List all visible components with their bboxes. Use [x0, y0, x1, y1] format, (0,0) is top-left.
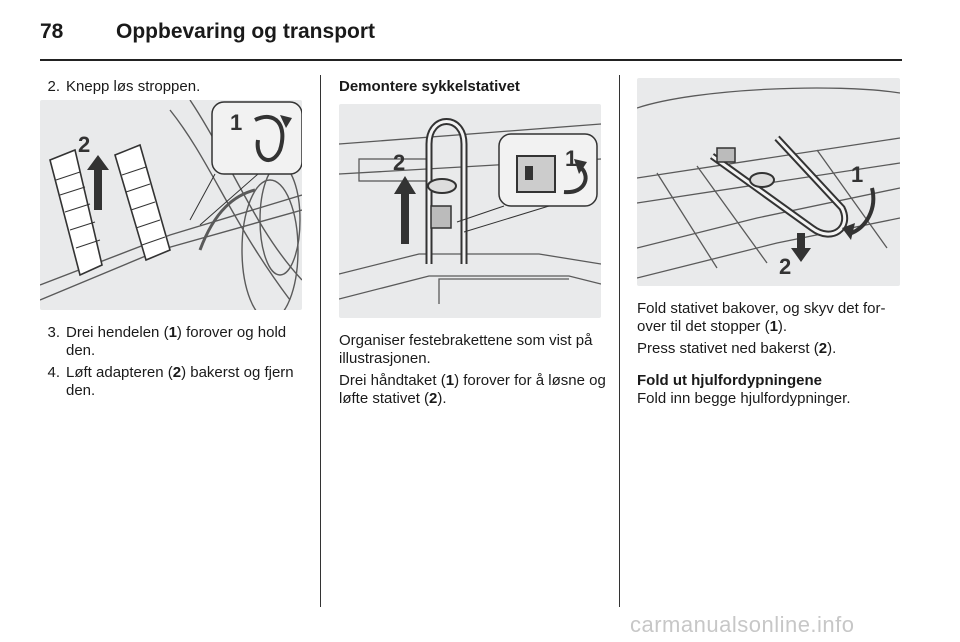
- page-number: 78: [40, 20, 64, 43]
- column-3: [637, 78, 903, 412]
- figure-strap-release: [40, 100, 302, 310]
- callout-2: 2: [779, 254, 792, 279]
- paragraph-fold-rack: Fold stativet bakover, og skyv det for-over til det stopper (1).: [637, 300, 886, 335]
- column-divider-2: [619, 75, 620, 607]
- column-divider-1: [320, 75, 321, 607]
- callout-1: 1: [851, 162, 864, 187]
- step-number: 2.: [47, 78, 60, 95]
- header-rule: [40, 59, 902, 61]
- paragraph-turn-handle: Drei håndtaket (1) forover for å løsne og løfte stativet (2).: [339, 372, 606, 407]
- column-1: [40, 78, 305, 404]
- callout-2: 2: [78, 132, 91, 157]
- step-number: 4.: [47, 364, 60, 381]
- paragraph-press-rack: Press stativet ned bakerst (2).: [637, 340, 837, 357]
- callout-1: 1: [230, 110, 243, 135]
- step-4: [40, 364, 305, 400]
- callout-1: 1: [565, 146, 578, 171]
- figure-fold-rack: [637, 78, 900, 286]
- step-2: [40, 78, 305, 96]
- figure-dismount-rack: [339, 104, 601, 318]
- step-3: [40, 324, 305, 360]
- section-heading: Demontere sykkelstativet: [339, 78, 520, 95]
- step-text: Knepp løs stroppen.: [66, 78, 201, 95]
- step-text: Drei hendelen (1) forover og hold den.: [66, 324, 287, 359]
- step-number: 3.: [47, 324, 60, 341]
- step-text: Løft adapteren (2) bakerst og fjern den.: [66, 364, 294, 399]
- column-2: [339, 78, 607, 412]
- paragraph-arrange-brackets: Organiser festebrakettene som vist på illustrasjonen.: [339, 332, 593, 367]
- callout-2: 2: [393, 150, 406, 175]
- rack-folding-illustration: [637, 78, 900, 286]
- page-title: Oppbevaring og transport: [116, 20, 376, 43]
- rack-removal-illustration: [339, 104, 601, 318]
- bike-rack-illustration: [40, 100, 302, 310]
- watermark: carmanualsonline.info: [630, 612, 855, 637]
- section-heading: Fold ut hjulfordypningene: [637, 372, 822, 389]
- paragraph-fold-wheel-trays: Fold inn begge hjulfordypninger.: [637, 390, 851, 407]
